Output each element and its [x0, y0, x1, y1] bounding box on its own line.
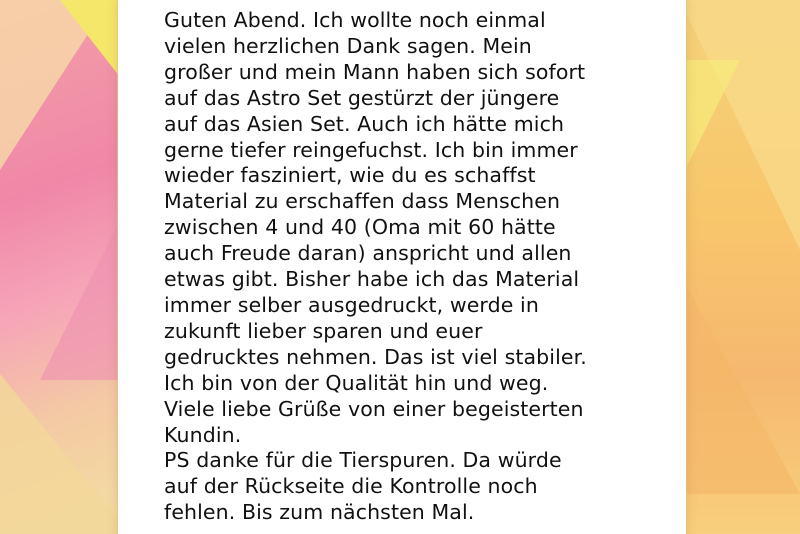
message-line: auf das Asien Set. Auch ich hätte mich [164, 111, 565, 136]
message-line: PS danke für die Tierspuren. Da würde [164, 448, 562, 473]
background-facet [0, 374, 130, 534]
message-line: Viele liebe Grüße von einer begeisterten [164, 396, 584, 421]
message-line: vielen herzlichen Dank sagen. Mein [164, 33, 532, 58]
background-facet [40, 200, 130, 380]
message-line: wieder fasziniert, wie du es schaffst [164, 163, 536, 188]
background-left-panel [0, 0, 130, 534]
message-line: auf das Astro Set gestürzt der jüngere [164, 85, 560, 110]
message-line: Material zu erschaffen dass Menschen [164, 189, 561, 214]
background-facet [680, 60, 740, 180]
message-line: immer selber ausgedruckt, werde in [164, 292, 539, 317]
message-line: gerne tiefer reingefuchst. Ich bin immer [164, 137, 578, 162]
message-text [164, 8, 644, 526]
message-line: zwischen 4 und 40 (Oma mit 60 hätte [164, 215, 556, 240]
message-line: auf der Rückseite die Kontrolle noch [164, 474, 538, 499]
message-line: Ich bin von der Qualität hin und weg. [164, 370, 549, 395]
message-line: fehlen. Bis zum nächsten Mal. [164, 500, 475, 525]
background-right-panel [680, 0, 800, 534]
message-line: etwas gibt. Bisher habe ich das Material [164, 267, 580, 292]
message-line: zukunft lieber sparen und euer [164, 318, 483, 343]
message-line: auch Freude daran) anspricht und allen [164, 241, 572, 266]
message-line: Guten Abend. Ich wollte noch einmal [164, 8, 546, 32]
background-facet [680, 274, 800, 494]
message-line: großer und mein Mann haben sich sofort [164, 59, 586, 84]
message-line: gedrucktes nehmen. Das ist viel stabiler. [164, 344, 587, 369]
message-line: Kundin. [164, 422, 242, 447]
